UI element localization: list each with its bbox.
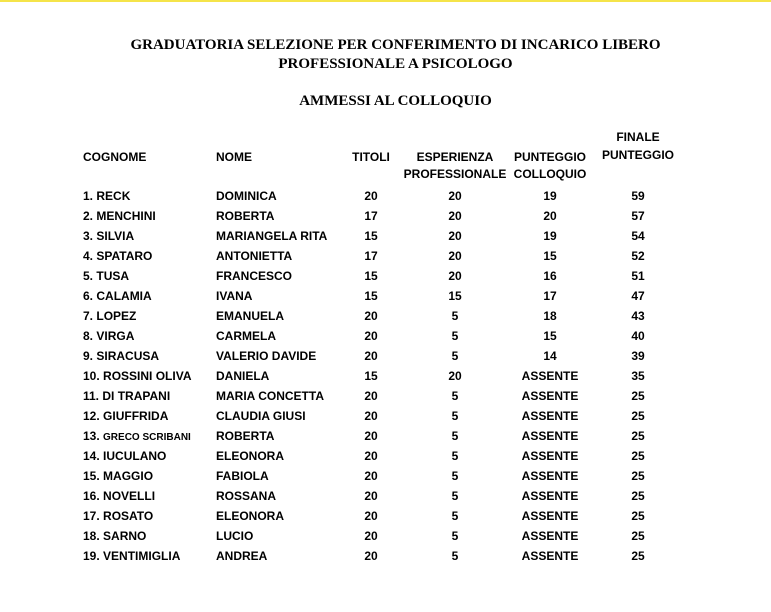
- table-row: [0, 426, 771, 446]
- surname: NOVELLI: [103, 489, 156, 503]
- cell-cognome: [83, 206, 156, 226]
- row-number: 8.: [83, 329, 94, 343]
- cell-nome: VALERIO DAVIDE: [216, 349, 317, 363]
- cell-titoli: 15: [364, 269, 378, 283]
- cell-colloquio: 19: [543, 189, 557, 203]
- surname: SIRACUSA: [96, 349, 160, 363]
- cell-colloquio: 19: [543, 229, 557, 243]
- row-number: 10.: [83, 369, 100, 383]
- row-number: 1.: [83, 189, 94, 203]
- cell-cognome: [83, 506, 153, 526]
- cell-finale: 47: [631, 289, 645, 303]
- cell-nome: FRANCESCO: [216, 269, 293, 283]
- table-row: [0, 406, 771, 426]
- cell-cognome: [83, 186, 130, 206]
- row-number: 18.: [83, 529, 100, 543]
- row-number: 13.: [83, 429, 100, 443]
- cell-cognome: [83, 406, 168, 426]
- cell-esperienza: 20: [448, 189, 462, 203]
- cell-titoli: 20: [364, 449, 378, 463]
- cell-colloquio: 17: [543, 289, 557, 303]
- cell-titoli: 17: [364, 209, 378, 223]
- cell-titoli: 20: [364, 529, 378, 543]
- cell-finale: 25: [631, 409, 645, 423]
- cell-cognome: [83, 286, 152, 306]
- row-number: 6.: [83, 289, 94, 303]
- cell-titoli: 15: [364, 229, 378, 243]
- top-border-line: [0, 0, 771, 2]
- cell-esperienza: 5: [451, 329, 459, 343]
- cell-colloquio: 20: [543, 209, 557, 223]
- surname: VENTIMIGLIA: [103, 549, 181, 563]
- cell-titoli: 20: [364, 389, 378, 403]
- cell-esperienza: 5: [451, 389, 459, 403]
- cell-cognome: [83, 306, 136, 326]
- cell-nome: ROBERTA: [216, 209, 275, 223]
- cell-colloquio: ASSENTE: [521, 429, 579, 443]
- cell-nome: DOMINICA: [216, 189, 277, 203]
- cell-titoli: 20: [364, 469, 378, 483]
- cell-esperienza: 20: [448, 209, 462, 223]
- table-row: [0, 386, 771, 406]
- surname: ROSSINI OLIVA: [103, 369, 192, 383]
- row-number: 4.: [83, 249, 94, 263]
- table-body: [0, 186, 771, 566]
- surname: SPATARO: [96, 249, 153, 263]
- cell-esperienza: 20: [448, 269, 462, 283]
- table-row: [0, 366, 771, 386]
- cell-cognome: [83, 386, 170, 406]
- cell-titoli: 15: [364, 369, 378, 383]
- cell-esperienza: 5: [451, 509, 459, 523]
- cell-nome: EMANUELA: [216, 309, 284, 323]
- cell-finale: 25: [631, 469, 645, 483]
- cell-esperienza: 5: [451, 469, 459, 483]
- row-number: 3.: [83, 229, 94, 243]
- cell-finale: 25: [631, 389, 645, 403]
- surname: VIRGA: [96, 329, 135, 343]
- cell-finale: 40: [631, 329, 645, 343]
- cell-colloquio: ASSENTE: [521, 489, 579, 503]
- cell-finale: 25: [631, 429, 645, 443]
- table-row: [0, 466, 771, 486]
- cell-colloquio: 18: [543, 309, 557, 323]
- cell-cognome: [83, 346, 159, 366]
- cell-finale: 59: [631, 189, 645, 203]
- cell-esperienza: 15: [448, 289, 462, 303]
- cell-colloquio: ASSENTE: [521, 529, 579, 543]
- cell-nome: CLAUDIA GIUSI: [216, 409, 306, 423]
- cell-nome: IVANA: [216, 289, 253, 303]
- cell-titoli: 20: [364, 409, 378, 423]
- table-row: [0, 206, 771, 226]
- cell-finale: 25: [631, 549, 645, 563]
- document-title-line-2: PROFESSIONALE A PSICOLOGO: [278, 56, 513, 72]
- cell-finale: 52: [631, 249, 645, 263]
- row-number: 17.: [83, 509, 100, 523]
- document-title-line-1: GRADUATORIA SELEZIONE PER CONFERIMENTO DI INCARICO LIBERO: [130, 37, 661, 53]
- cell-colloquio: ASSENTE: [521, 449, 579, 463]
- surname: TUSA: [96, 269, 130, 283]
- cell-finale: 57: [631, 209, 645, 223]
- table-row: [0, 346, 771, 366]
- table-row: [0, 546, 771, 566]
- cell-nome: FABIOLA: [216, 469, 269, 483]
- cell-finale: 51: [631, 269, 645, 283]
- cell-finale: 39: [631, 349, 645, 363]
- cell-colloquio: 15: [543, 249, 557, 263]
- row-number: 14.: [83, 449, 100, 463]
- header-esperienza-line-1: ESPERIENZA: [416, 150, 494, 164]
- cell-cognome: [83, 526, 146, 546]
- cell-titoli: 20: [364, 189, 378, 203]
- header-cognome: COGNOME: [83, 150, 147, 164]
- cell-finale: 43: [631, 309, 645, 323]
- cell-nome: DANIELA: [216, 369, 270, 383]
- cell-esperienza: 5: [451, 349, 459, 363]
- table-row: [0, 246, 771, 266]
- cell-titoli: 20: [364, 329, 378, 343]
- header-colloquio-line-1: PUNTEGGIO: [513, 150, 586, 164]
- cell-esperienza: 5: [451, 309, 459, 323]
- cell-esperienza: 5: [451, 489, 459, 503]
- surname: CALAMIA: [96, 289, 152, 303]
- surname: ROSATO: [103, 509, 154, 523]
- cell-cognome: [83, 466, 153, 486]
- cell-colloquio: 15: [543, 329, 557, 343]
- cell-nome: ANDREA: [216, 549, 268, 563]
- row-number: 19.: [83, 549, 100, 563]
- cell-cognome: [83, 366, 191, 386]
- cell-esperienza: 5: [451, 429, 459, 443]
- surname: GIUFFRIDA: [103, 409, 169, 423]
- cell-cognome: [83, 446, 166, 466]
- cell-nome: ELEONORA: [216, 509, 285, 523]
- header-colloquio-line-2: COLLOQUIO: [513, 167, 587, 181]
- cell-colloquio: 14: [543, 349, 557, 363]
- cell-cognome: [83, 246, 152, 266]
- cell-nome: LUCIO: [216, 529, 254, 543]
- cell-finale: 54: [631, 229, 645, 243]
- header-finale-line-2: PUNTEGGIO: [601, 148, 674, 162]
- cell-titoli: 17: [364, 249, 378, 263]
- header-finale-line-1: FINALE: [616, 130, 660, 144]
- cell-esperienza: 5: [451, 449, 459, 463]
- surname: DI TRAPANI: [102, 389, 171, 403]
- surname: MENCHINI: [96, 209, 156, 223]
- cell-esperienza: 20: [448, 369, 462, 383]
- cell-nome: ELEONORA: [216, 449, 285, 463]
- cell-colloquio: ASSENTE: [521, 369, 579, 383]
- cell-titoli: 20: [364, 429, 378, 443]
- cell-nome: ROSSANA: [216, 489, 277, 503]
- row-number: 9.: [83, 349, 94, 363]
- table-row: [0, 486, 771, 506]
- surname: MAGGIO: [103, 469, 154, 483]
- cell-finale: 25: [631, 489, 645, 503]
- cell-titoli: 20: [364, 309, 378, 323]
- cell-cognome: [83, 226, 134, 246]
- cell-colloquio: 16: [543, 269, 557, 283]
- cell-titoli: 20: [364, 489, 378, 503]
- table-row: [0, 266, 771, 286]
- row-number: 7.: [83, 309, 94, 323]
- cell-esperienza: 20: [448, 229, 462, 243]
- cell-cognome: [83, 546, 180, 566]
- cell-nome: ROBERTA: [216, 429, 275, 443]
- cell-esperienza: 5: [451, 549, 459, 563]
- header-titoli: TITOLI: [352, 150, 390, 164]
- row-number: 2.: [83, 209, 94, 223]
- cell-finale: 35: [631, 369, 645, 383]
- table-row: [0, 306, 771, 326]
- cell-finale: 25: [631, 509, 645, 523]
- cell-titoli: 15: [364, 289, 378, 303]
- cell-titoli: 20: [364, 509, 378, 523]
- table-row: [0, 286, 771, 306]
- cell-finale: 25: [631, 529, 645, 543]
- cell-nome: ANTONIETTA: [216, 249, 293, 263]
- row-number: 12.: [83, 409, 100, 423]
- surname: IUCULANO: [103, 449, 167, 463]
- cell-colloquio: ASSENTE: [521, 469, 579, 483]
- cell-esperienza: 5: [451, 529, 459, 543]
- table-row: [0, 186, 771, 206]
- cell-cognome: [83, 266, 129, 286]
- cell-colloquio: ASSENTE: [521, 549, 579, 563]
- header-nome: NOME: [216, 150, 252, 164]
- surname: SARNO: [103, 529, 147, 543]
- cell-titoli: 20: [364, 349, 378, 363]
- surname: GRECO SCRIBANI: [103, 432, 191, 443]
- row-number: 5.: [83, 269, 94, 283]
- surname: LOPEZ: [96, 309, 137, 323]
- table-row: [0, 326, 771, 346]
- cell-cognome: [83, 426, 191, 448]
- surname: SILVIA: [96, 229, 135, 243]
- header-esperienza-line-2: PROFESSIONALE: [403, 167, 507, 181]
- cell-cognome: [83, 486, 155, 506]
- cell-colloquio: ASSENTE: [521, 509, 579, 523]
- cell-nome: CARMELA: [216, 329, 276, 343]
- cell-nome: MARIANGELA RITA: [216, 229, 328, 243]
- cell-colloquio: ASSENTE: [521, 409, 579, 423]
- row-number: 15.: [83, 469, 100, 483]
- cell-nome: MARIA CONCETTA: [216, 389, 324, 403]
- cell-colloquio: ASSENTE: [521, 389, 579, 403]
- table-row: [0, 506, 771, 526]
- row-number: 11.: [83, 389, 100, 403]
- table-row: [0, 226, 771, 246]
- cell-cognome: [83, 326, 134, 346]
- table-row: [0, 526, 771, 546]
- cell-titoli: 20: [364, 549, 378, 563]
- cell-finale: 25: [631, 449, 645, 463]
- table-row: [0, 446, 771, 466]
- row-number: 16.: [83, 489, 100, 503]
- cell-esperienza: 20: [448, 249, 462, 263]
- cell-esperienza: 5: [451, 409, 459, 423]
- document-subtitle: AMMESSI AL COLLOQUIO: [299, 93, 492, 109]
- surname: RECK: [96, 189, 131, 203]
